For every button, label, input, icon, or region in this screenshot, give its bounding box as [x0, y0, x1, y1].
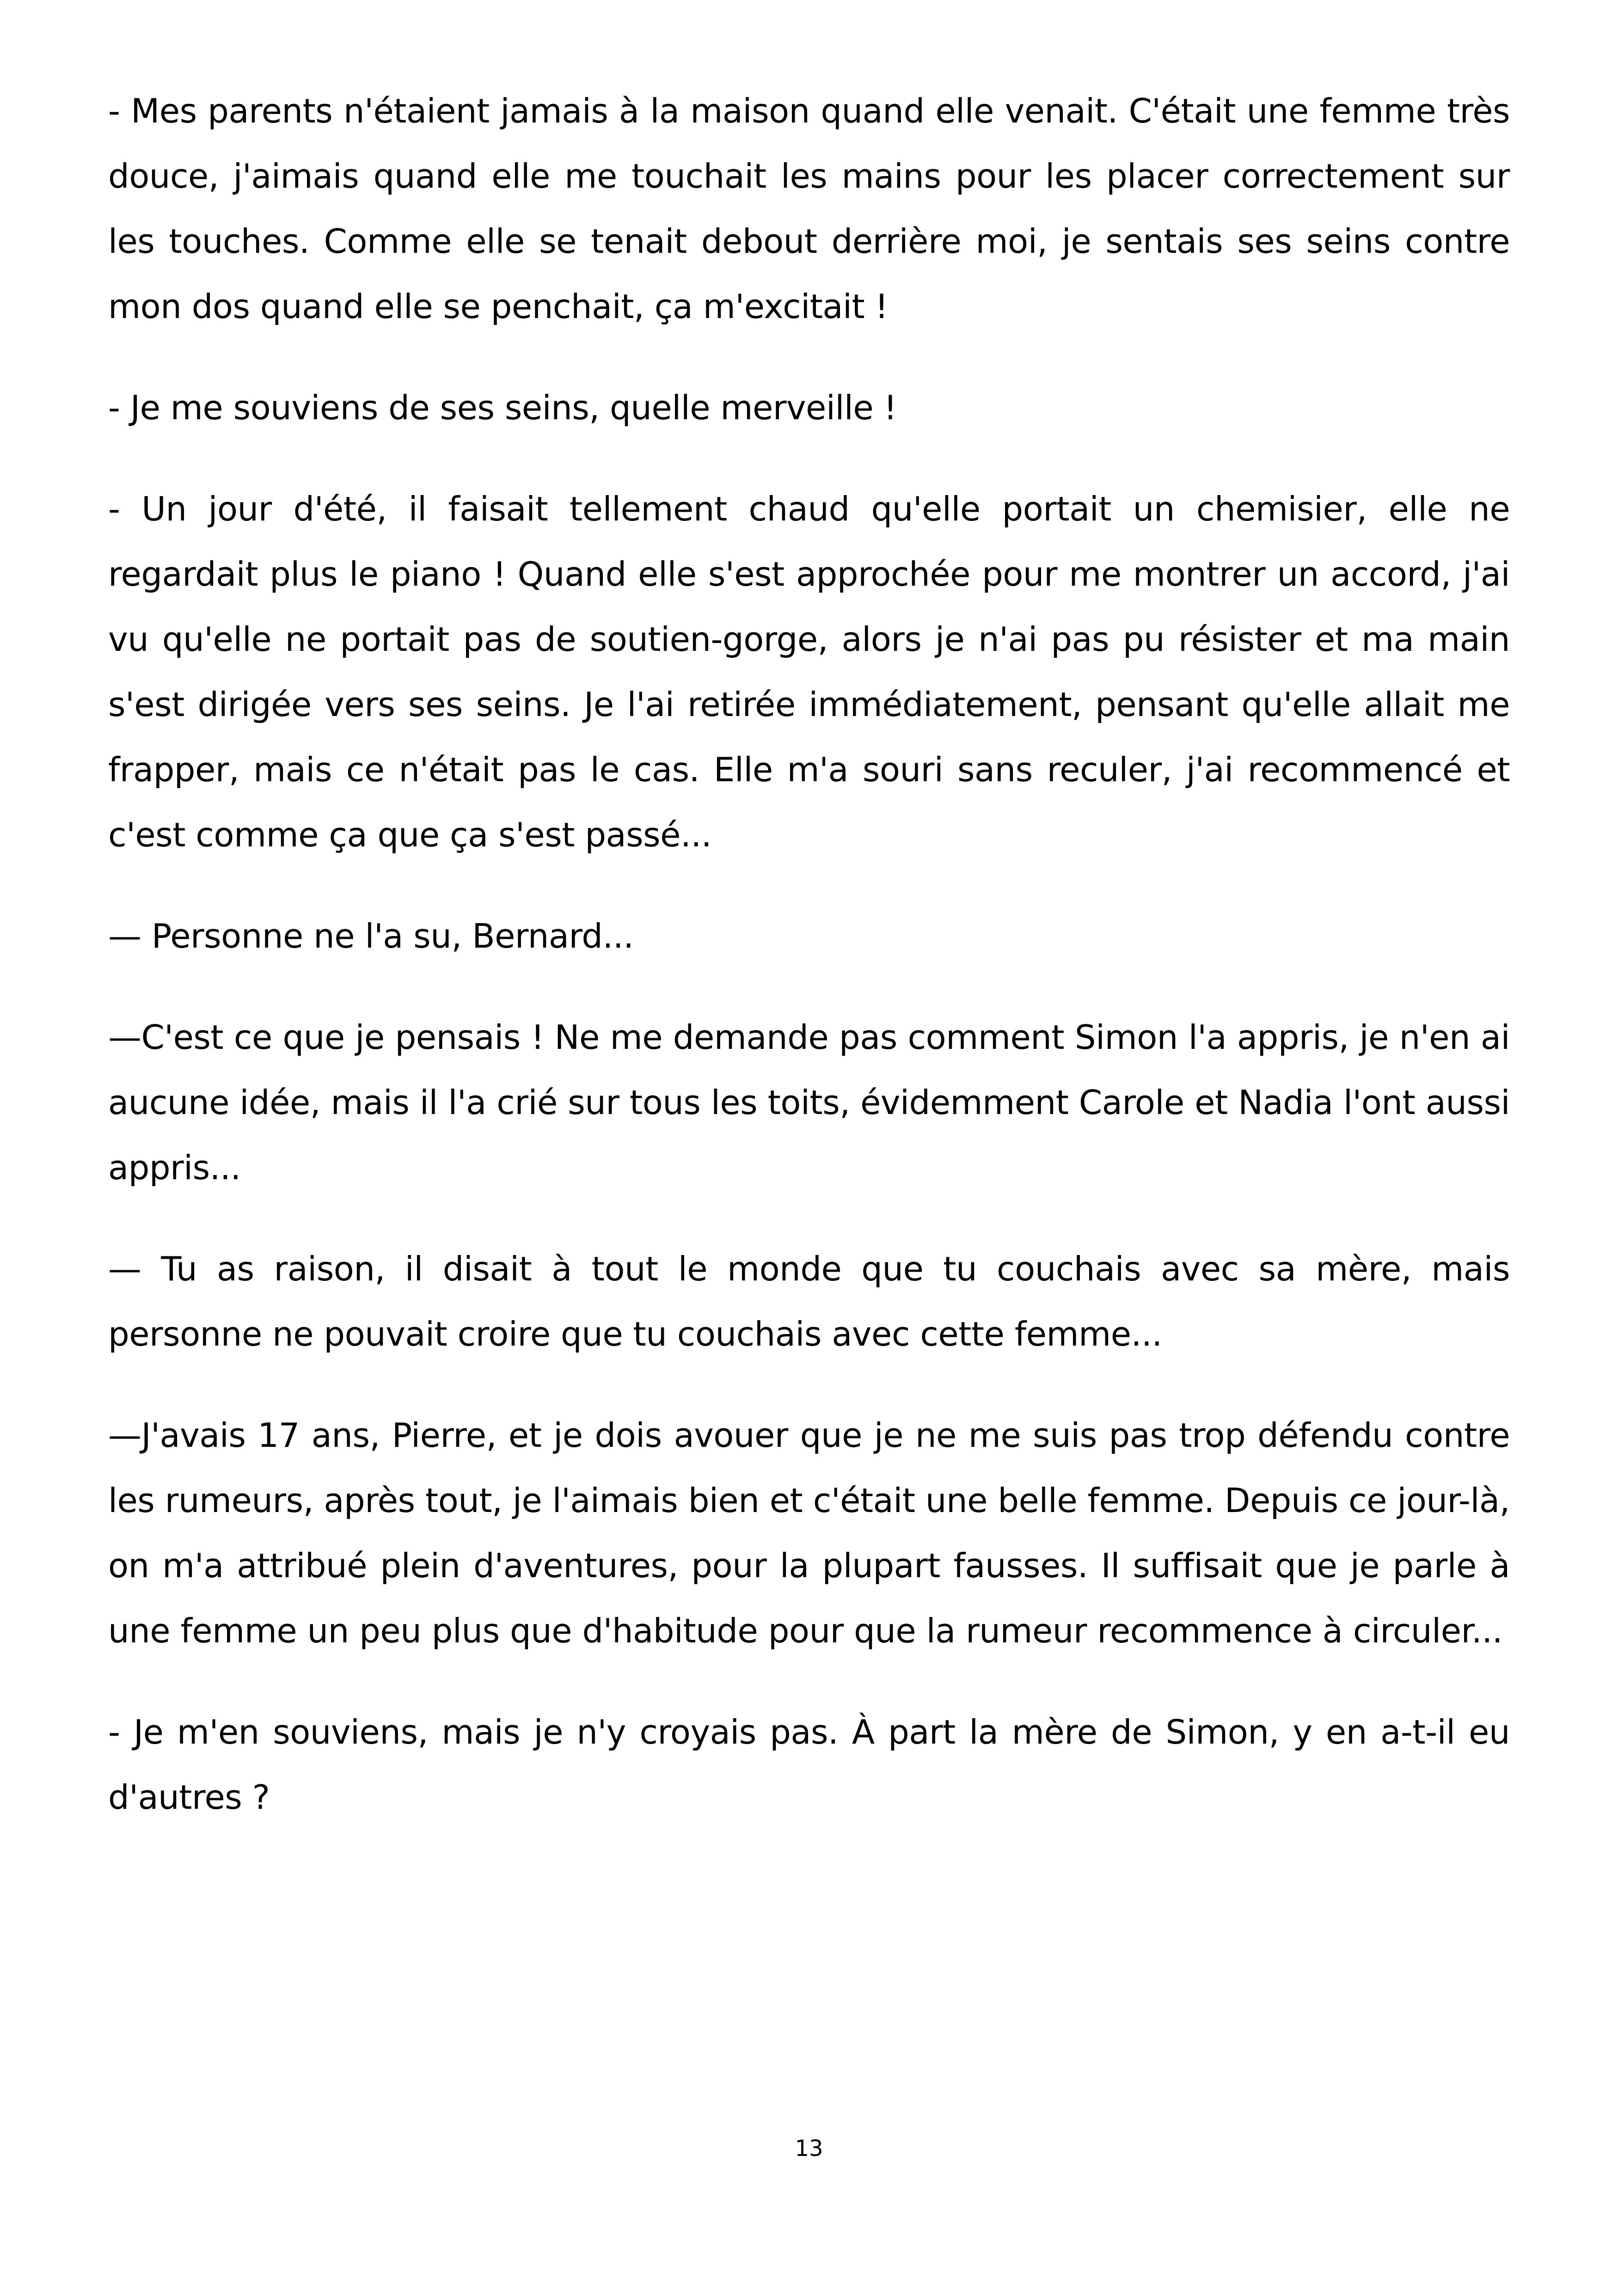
paragraph-1: - Mes parents n'étaient jamais à la maison quand elle venait. C'était une femme très douce, j'aimais quand elle me touchait les mains pour les placer correctement sur les touches. Comme elle se tenait debout derrière moi, je sentais ses seins contre mon dos quand elle se penchait, ça m'excitait !: [108, 92, 1510, 326]
paragraph-6: — Tu as raison, il disait à tout le monde que tu couchais avec sa mère, mais personne ne pouvait croire que tu couchais avec cette femme...: [108, 1249, 1510, 1353]
page-number: 13: [795, 2136, 823, 2161]
body-text: [108, 79, 1510, 1830]
paragraph-2: - Je me souviens de ses seins, quelle merveille !: [108, 388, 897, 427]
paragraph-4: — Personne ne l'a su, Bernard...: [108, 917, 634, 955]
paragraph-8: - Je m'en souviens, mais je n'y croyais pas. À part la mère de Simon, y en a-t-il eu d'autres ?: [108, 1713, 1510, 1817]
paragraph-7: —J'avais 17 ans, Pierre, et je dois avouer que je ne me suis pas trop défendu contre les rumeurs, après tout, je l'aimais bien et c'était une belle femme. Depuis ce jour-là, on m'a attribué plein d'aventures, pour la plupart fausses. Il suffisait que je parle à une femme un peu plus que d'habitude pour que la rumeur recommence à circuler...: [108, 1416, 1510, 1650]
paragraph-3: - Un jour d'été, il faisait tellement chaud qu'elle portait un chemisier, elle ne regardait plus le piano ! Quand elle s'est approchée pour me montrer un accord, j'ai vu qu'elle ne portait pas de soutien-gorge, alors je n'ai pas pu résister et ma main s'est dirigée vers ses seins. Je l'ai retirée immédiatement, pensant qu'elle allait me frapper, mais ce n'était pas le cas. Elle m'a souri sans reculer, j'ai recommencé et c'est comme ça que ça s'est passé...: [108, 490, 1510, 854]
paragraph-5: —C'est ce que je pensais ! Ne me demande pas comment Simon l'a appris, je n'en ai aucune idée, mais il l'a crié sur tous les toits, évidemment Carole et Nadia l'ont aussi appris...: [108, 1018, 1510, 1187]
